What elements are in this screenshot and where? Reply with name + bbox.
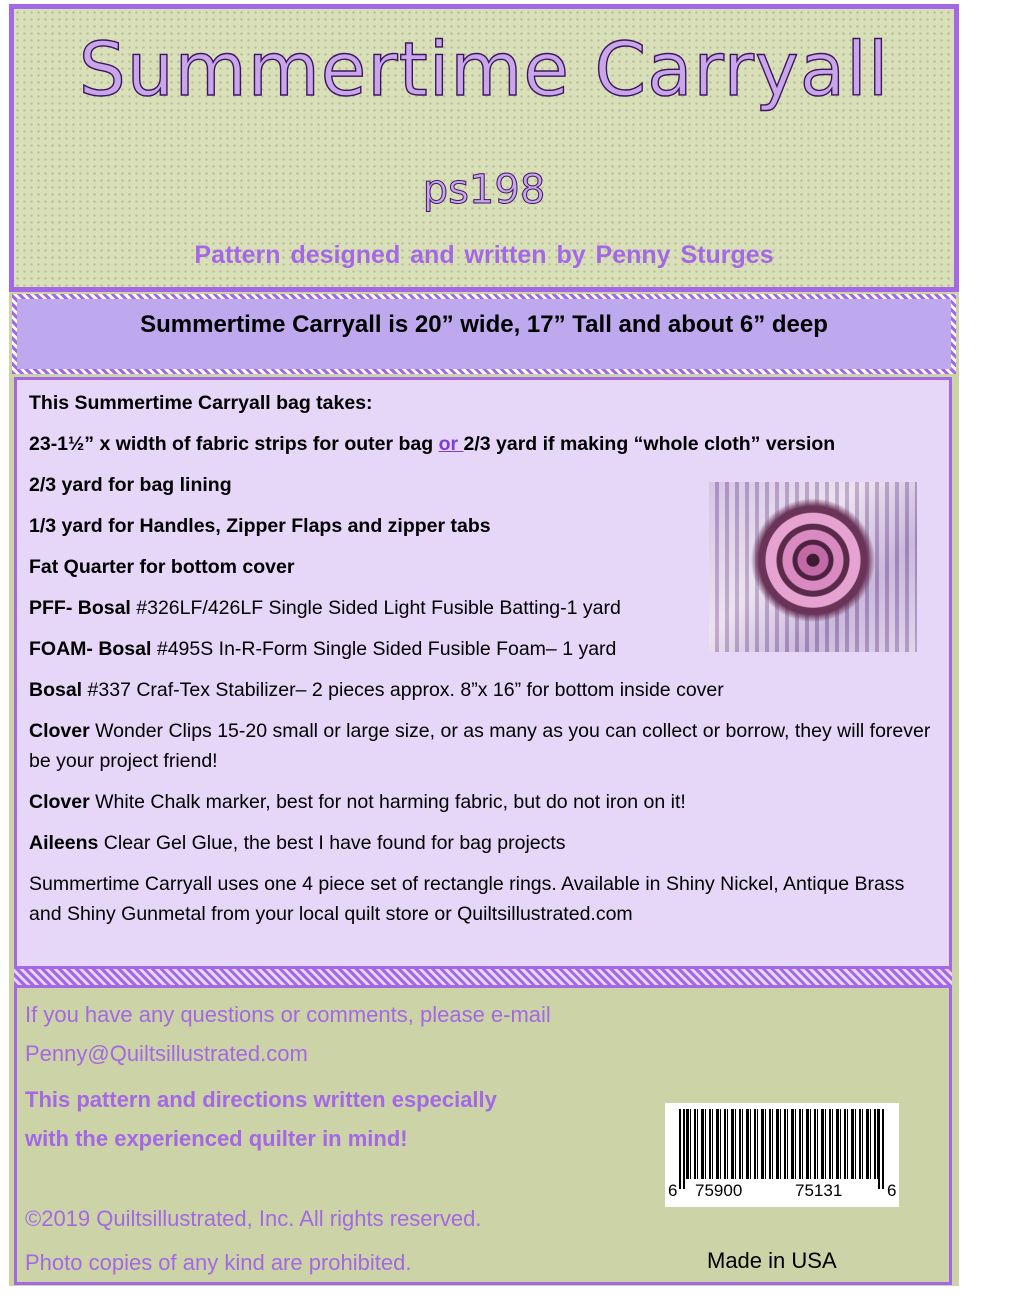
barcode-digit-3: 75131 — [795, 1181, 843, 1200]
barcode — [665, 1103, 899, 1207]
bosal-text: #337 Craf-Tex Stabilizer– 2 pieces approx. 8”x 16” for bottom inside cover — [87, 679, 724, 701]
experience-note-line-1: This pattern and directions written especially — [25, 1087, 497, 1112]
prohibited-text: Photo copies of any kind are prohibited. — [25, 1250, 412, 1275]
barcode-guard-left — [679, 1109, 685, 1189]
clips-label: Clover — [29, 720, 96, 742]
strips-text: 23-1½” x width of fabric strips for outer bag — [29, 433, 439, 455]
header-panel — [9, 4, 959, 292]
pattern-title: Summertime Carryall — [78, 27, 890, 113]
divider-stripe — [14, 969, 952, 985]
requirement-rings: Summertime Carryall uses one 4 piece set of rectangle rings. Available in Shiny Nickel, Antique Brass and Shiny Gunmetal from your local quilt store or Quiltsillustrated.com — [29, 873, 905, 925]
requirement-stabilizer — [29, 675, 934, 705]
whole-cloth-text: 2/3 yard if making “whole cloth” version — [463, 433, 836, 455]
glue-label: Aileens — [29, 832, 104, 854]
barcode-bars — [679, 1109, 884, 1179]
dimensions-text: Summertime Carryall is 20” wide, 17” Tall and about 6” deep — [140, 311, 828, 338]
copyright-text: ©2019 Quiltsillustrated, Inc. All rights reserved. — [25, 1206, 482, 1231]
barcode-guard-right — [878, 1109, 884, 1189]
designer-byline: Pattern designed and written by Penny Sturges — [194, 241, 774, 269]
footer-panel — [14, 985, 952, 1285]
requirement-glue — [29, 828, 934, 858]
or-link[interactable]: or — [438, 433, 464, 455]
pattern-cover — [9, 4, 959, 1286]
requirement-clips — [29, 716, 934, 776]
pff-text: #326LF/426LF Single Sided Light Fusible Batting-1 yard — [136, 597, 621, 619]
foam-text: #495S In-R-Form Single Sided Fusible Foam– 1 yard — [156, 638, 617, 660]
requirement-handles: 1/3 yard for Handles, Zipper Flaps and zipper tabs — [29, 515, 491, 537]
fabric-rose-photo — [709, 482, 917, 652]
barcode-digit-1: 6 — [668, 1181, 678, 1200]
requirement-strips — [29, 429, 934, 459]
experience-note-line-2: with the experienced quilter in mind! — [25, 1126, 408, 1151]
requirement-lining: 2/3 yard for bag lining — [29, 474, 232, 496]
chalk-label: Clover — [29, 791, 96, 813]
pff-label: PFF- Bosal — [29, 597, 137, 619]
requirement-chalk — [29, 787, 934, 817]
contact-email[interactable]: Penny@Quiltsillustrated.com — [25, 1041, 308, 1066]
requirements-intro: This Summertime Carryall bag takes: — [29, 392, 373, 414]
pattern-code: ps198 — [422, 167, 546, 213]
clips-text: Wonder Clips 15-20 small or large size, or as many as you can collect or borrow, they will forever be your project friend! — [29, 720, 931, 772]
glue-text: Clear Gel Glue, the best I have found for bag projects — [103, 832, 566, 854]
requirements-list — [29, 388, 934, 940]
barcode-digit-2: 75900 — [695, 1181, 743, 1200]
contact-line: If you have any questions or comments, please e-mail — [25, 1002, 551, 1027]
requirements-panel — [14, 377, 952, 969]
chalk-text: White Chalk marker, best for not harming fabric, but do not iron on it! — [95, 791, 686, 813]
bosal-label: Bosal — [29, 679, 88, 701]
requirement-fat-quarter: Fat Quarter for bottom cover — [29, 556, 295, 578]
foam-label: FOAM- Bosal — [29, 638, 157, 660]
barcode-digit-4: 6 — [887, 1181, 897, 1200]
made-in-usa: Made in USA — [707, 1248, 837, 1273]
dimensions-band — [12, 294, 956, 374]
